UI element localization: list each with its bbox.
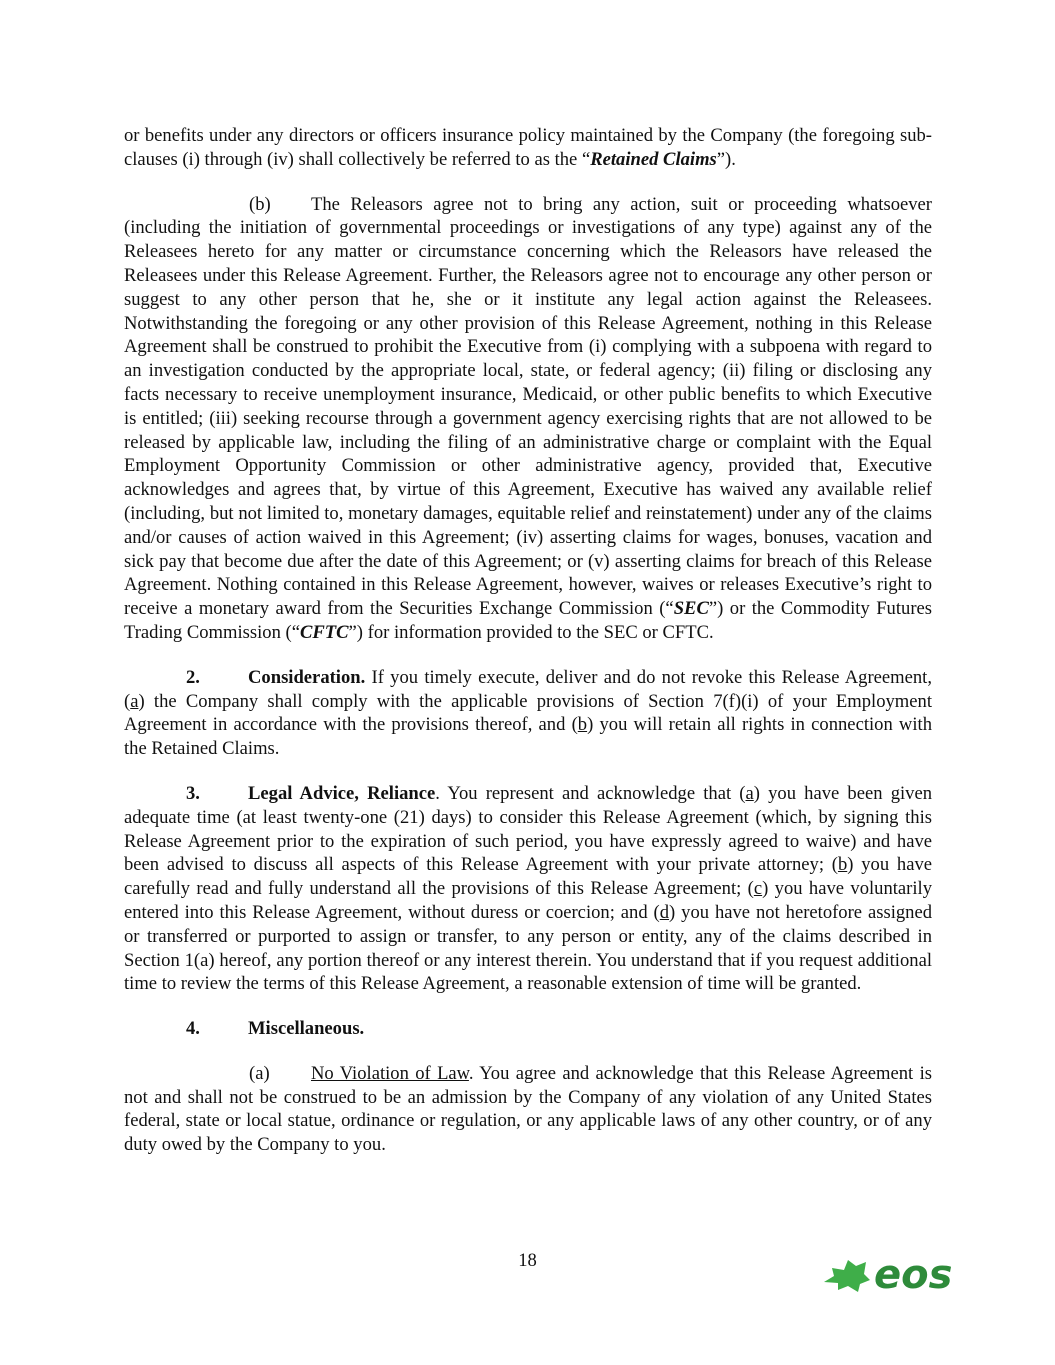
section-3-legal-advice: 3. Legal Advice, Reliance. You represent and acknowledge that (a) you have been given adequate time (at least twenty-one (21) days) to consider this Release Agreement (which, by signing this Release Agreement prior to the expiration of such period, you have expressly agreed to waive) and have been advised to discuss all aspects of this Release Agreement with your private attorney; (b) you have carefully read and fully understand all the provisions of this Release Agreement; (c) you have voluntarily entered into this Release Agreement, without duress or coercion; and (d) you have not heretofore assigned or transferred or purported to assign or transfer, to any person or entity, any of the claims described in Section 1(a) hereof, any portion thereof or any interest therein. You understand that if you request additional time to review the terms of this Release Agreement, a reasonable extension of time will be granted. [124,782,933,995]
section-number: 3. [186,782,200,804]
document-body [124,124,932,1178]
eos-logo [822,1256,962,1296]
section-heading: Miscellaneous. [248,1018,365,1040]
section-number: 2. [186,666,200,688]
logo-wordmark: eos [874,1256,953,1296]
section-number: 4. [186,1018,200,1040]
defined-term: Retained Claims [590,148,717,170]
section-heading: Consideration. [248,666,366,688]
page-number: 18 [518,1250,537,1271]
defined-term: SEC [673,598,709,620]
defined-term: CFTC [299,621,349,643]
section-4-miscellaneous [124,1017,932,1041]
clause-label: (b) [249,193,271,215]
section-4a-no-violation: (a) No Violation of Law. You agree and acknowledge that this Release Agreement is not and shall not be construed to be an admission by the Company of any violation of any United States federal, state or local statue, ordinance or regulation, or any applicable laws of any other country, or of any duty owed by the Company to you. [124,1062,932,1156]
paragraph-retained-claims: or benefits under any directors or officers insurance policy maintained by the Company (the foregoing sub-clauses (i) through (iv) shall collectively be referred to as the “Retained Claims”). [124,125,932,170]
section-2-consideration: 2. Consideration. If you timely execute, deliver and do not revoke this Release Agreement, (a) the Company shall comply with the applicable provisions of Section 7(f)(i) of your Employment Agreement in accordance with the provisions thereof, and (b) you will retain all rights in connection with the Retained Claims. [124,666,932,760]
clause-label: (a) [249,1062,270,1084]
leaf-icon [822,1256,962,1296]
paragraph-clause-b: (b) The Releasors agree not to bring any action, suit or proceeding whatsoever (including the initiation of governmental proceedings or investigations of any type) against any of the Releasees hereto for any matter or circumstance concerning which the Releasors have released the Releasees under this Release Agreement. Further, the Releasors agree not to encourage any other person or suggest to any other person that he, she or it institute any legal action against the Releasees. Notwithstanding the foregoing or any other provision of this Release Agreement, nothing in this Release Agreement shall be construed to prohibit the Executive from (i) complying with a subpoena with regard to an investigation conducted by the appropriate local, state, or federal agency; (ii) filing or disclosing any facts necessary to receive unemployment insurance, Medicaid, or other public benefits to which Executive is entitled; (iii) seeking recourse through a government agency exercising rights that are not allowed to be released by applicable law, including the filing of an administrative charge or complaint with the Equal Employment Opportunity Commission or other administrative agency, provided that, Executive acknowledges and agrees that, by virtue of this Agreement, Executive has waived any available relief (including, but not limited to, monetary damages, equitable relief and reinstatement) under any of the claims and/or causes of action waived in this Agreement; (iv) asserting claims for wages, bonuses, vacation and sick pay that become due after the date of this Agreement; or (v) asserting claims for breach of this Release Agreement. Nothing contained in this Release Agreement, however, waives or releases Executive’s right to receive a monetary award from the Securities Exchange Commission (“SEC”) or the Commodity Futures Trading Commission (“CFTC”) for information provided to the SEC or CFTC. [124,193,932,643]
clause-heading: No Violation of Law [311,1062,469,1084]
section-heading: Legal Advice, Reliance [248,782,436,804]
